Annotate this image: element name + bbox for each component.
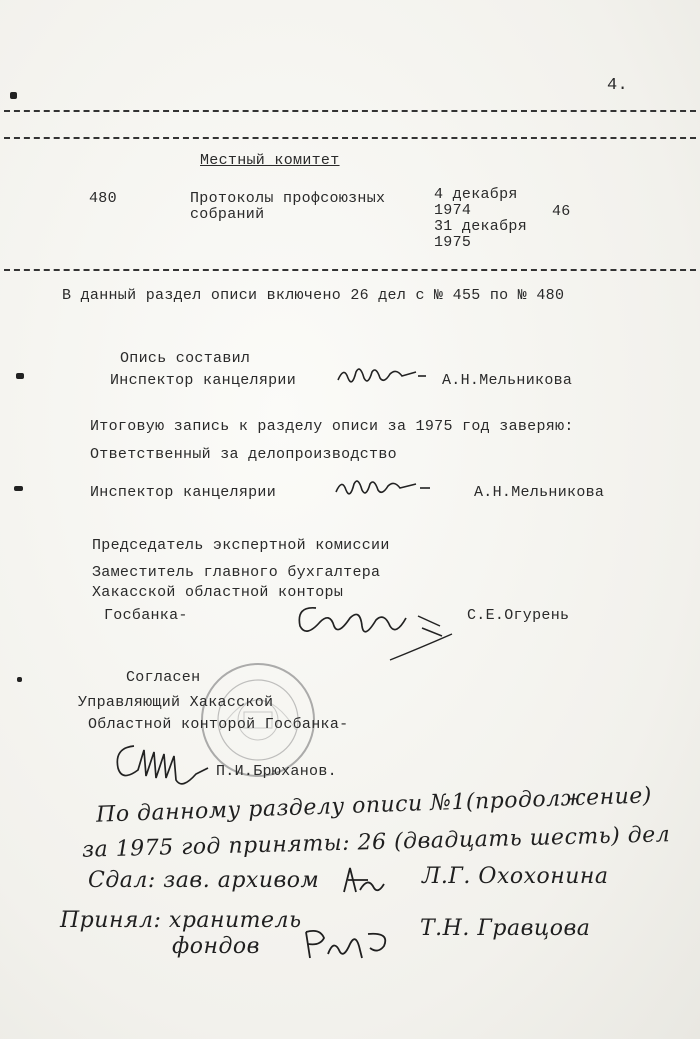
approval-agreed-label: Согласен [126, 669, 201, 686]
signature-compiler [336, 362, 426, 392]
handwritten-received-label: Принял: хранитель [60, 908, 302, 933]
entry-number: 480 [89, 190, 117, 207]
entry-title-line2: собраний [190, 206, 265, 223]
compiled-by-name: А.Н.Мельникова [442, 372, 573, 389]
commission-position-line1: Заместитель главного бухгалтера [92, 564, 381, 581]
handwritten-acceptance-line1: По данному разделу описи №1(продолжение) [95, 783, 653, 828]
commission-member-name: С.Е.Огурень [467, 607, 570, 624]
middle-dashed-rule [4, 269, 696, 271]
margin-mark [16, 373, 24, 379]
top-dashed-rule [4, 110, 696, 112]
commission-position-line2: Хакасской областной конторы [92, 584, 344, 601]
approval-position-line1: Управляющий Хакасской [78, 694, 274, 711]
entry-sheets: 46 [552, 203, 571, 220]
responsible-position: Инспектор канцелярии [90, 484, 277, 501]
signature-responsible [334, 474, 434, 504]
section-summary: В данный раздел описи включено 26 дел с № 455 по № 480 [62, 287, 565, 304]
handwritten-acceptance-line2: за 1975 год приняты: 26 (двадцать шесть) дел [81, 822, 671, 863]
section-title: Местный комитет [200, 152, 340, 169]
signature-commission-member [290, 596, 460, 666]
signature-manager [112, 738, 212, 793]
handwritten-handed-over-name: Л.Г. Охохонина [422, 864, 609, 889]
margin-mark [14, 486, 23, 491]
approval-position-line2: Областной конторой Госбанка- [88, 716, 349, 733]
entry-date-end-year: 1975 [434, 234, 472, 251]
entry-date-end: 31 декабря [434, 218, 528, 235]
signature-keeper [300, 924, 400, 964]
page-number: 4. [607, 76, 629, 95]
entry-date-start: 4 декабря [434, 186, 518, 203]
top-dashed-rule-2 [4, 137, 696, 139]
compiled-by-label: Опись составил [120, 350, 251, 367]
signature-archivist [338, 862, 388, 898]
compiled-by-position: Инспектор канцелярии [110, 372, 297, 389]
margin-mark [10, 92, 17, 99]
margin-mark [17, 677, 22, 682]
commission-chair-label: Председатель экспертной комиссии [92, 537, 390, 554]
handwritten-received-name: Т.Н. Гравцова [420, 916, 591, 941]
entry-date-start-year: 1974 [434, 202, 472, 219]
commission-position-line3: Госбанка- [104, 607, 188, 624]
responsible-label: Ответственный за делопроизводство [90, 446, 397, 463]
handwritten-funds-label: фондов [172, 934, 260, 959]
certification-text: Итоговую запись к разделу описи за 1975 год заверяю: [90, 418, 574, 435]
handwritten-handed-over-label: Сдал: зав. архивом [88, 868, 320, 893]
responsible-name: А.Н.Мельникова [474, 484, 605, 501]
approval-name: П.И.Брюханов. [216, 763, 337, 780]
entry-title-line1: Протоколы профсоюзных [190, 190, 386, 207]
